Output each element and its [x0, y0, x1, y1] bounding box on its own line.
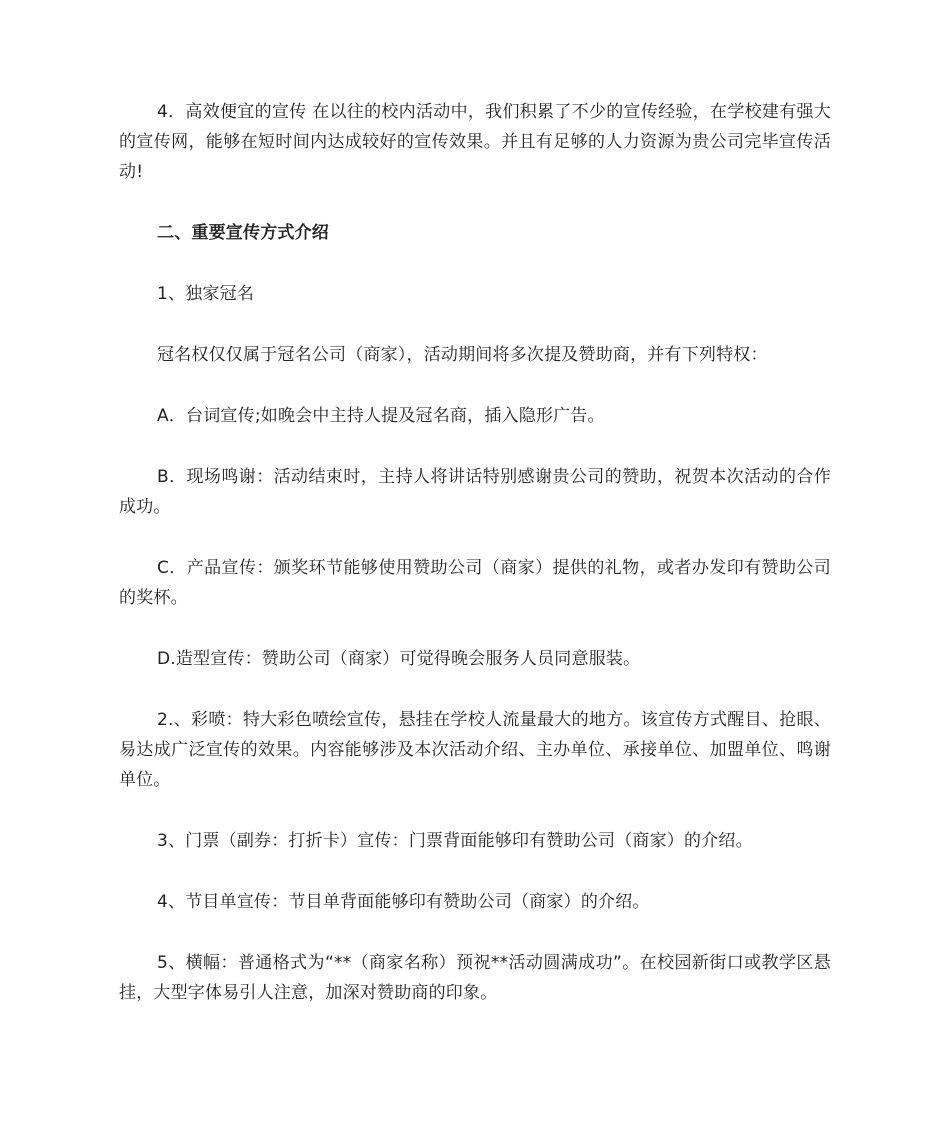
paragraph-item-b: B．现场鸣谢：活动结束时，主持人将讲话特别感谢贵公司的赞助，祝贺本次活动的合作成功。	[119, 467, 831, 517]
section-heading: 二、重要宣传方式介绍	[157, 223, 329, 243]
paragraph-item-d: D.造型宣传：赞助公司（商家）可觉得晚会服务人员同意服装。	[157, 649, 641, 669]
paragraph-item-4: 4、节目单宣传：节目单背面能够印有赞助公司（商家）的介绍。	[157, 892, 650, 912]
document-body	[119, 97, 831, 1039]
paragraph-item-a: A．台词宣传;如晚会中主持人提及冠名商，插入隐形广告。	[157, 406, 605, 426]
paragraph-naming-rights: 冠名权仅仅属于冠名公司（商家），活动期间将多次提及赞助商，并有下列特权：	[157, 345, 768, 365]
paragraph-item-c: C．产品宣传：颁奖环节能够使用赞助公司（商家）提供的礼物，或者办发印有赞助公司的奖杯。	[119, 558, 831, 608]
paragraph-advantage-4: 4．高效便宜的宣传 在以往的校内活动中，我们积累了不少的宣传经验，在学校建有强大的宣传网，能够在短时间内达成较好的宣传效果。并且有足够的人力资源为贵公司完毕宣传活动!	[119, 102, 831, 182]
paragraph-item-3: 3、门票（副券：打折卡）宣传：门票背面能够印有赞助公司（商家）的介绍。	[157, 831, 753, 851]
paragraph-item-1-title: 1、独家冠名	[157, 284, 255, 304]
paragraph-item-2: 2.、彩喷：特大彩色喷绘宣传，悬挂在学校人流量最大的地方。该宣传方式醒目、抢眼、易达成广泛宣传的效果。内容能够涉及本次活动介绍、主办单位、承接单位、加盟单位、鸣谢单位。	[119, 710, 831, 790]
paragraph-item-5: 5、横幅：普通格式为“**（商家名称）预祝**活动圆满成功”。在校园新街口或教学区悬挂，大型字体易引人注意，加深对赞助商的印象。	[119, 953, 831, 1003]
